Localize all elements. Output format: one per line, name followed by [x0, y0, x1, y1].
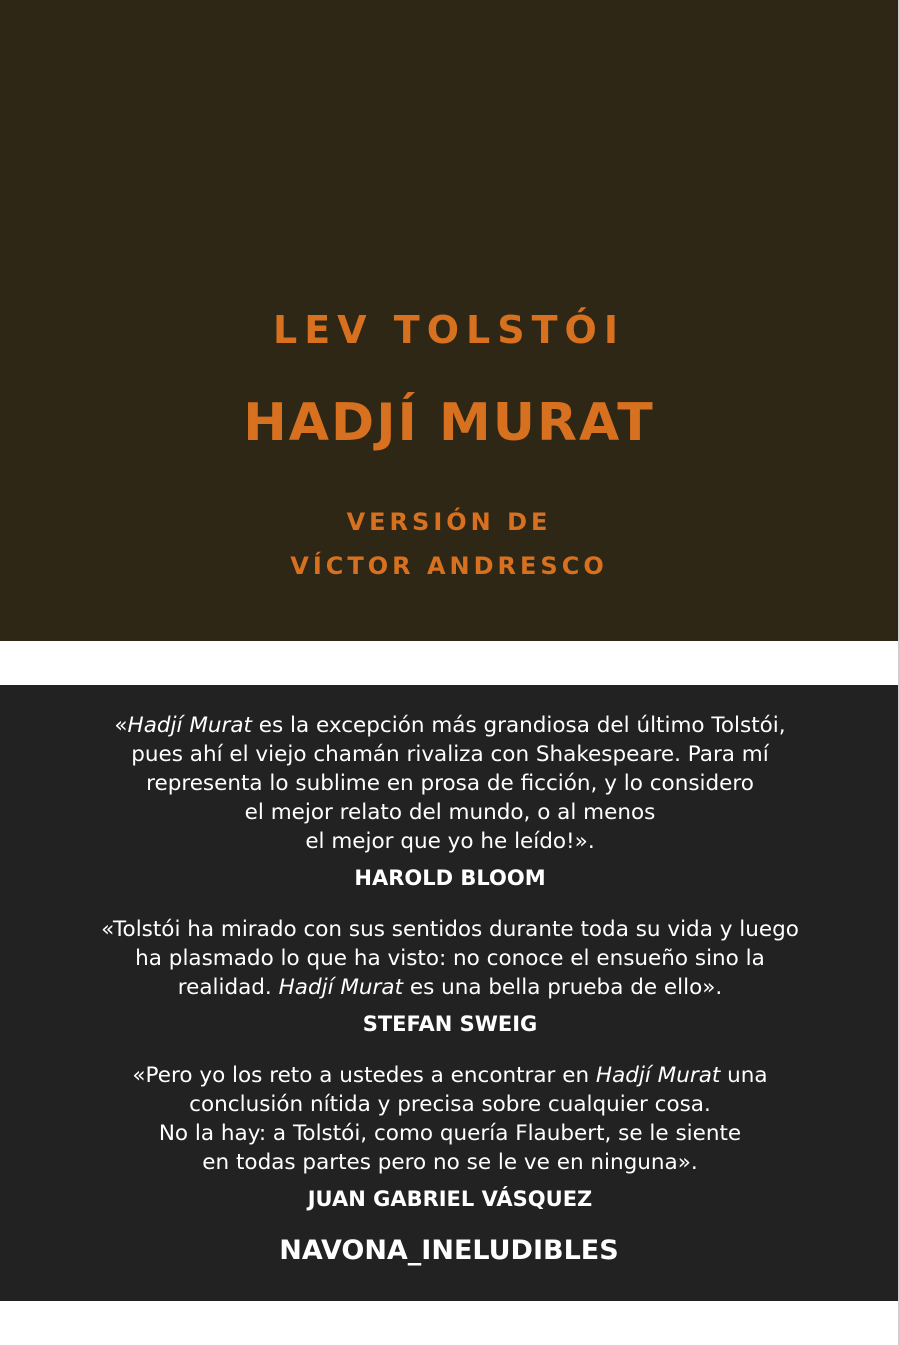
- blurb-text: [60, 1061, 840, 1177]
- blurb-author: STEFAN SWEIG: [362, 1012, 538, 1036]
- blurb-line: «Tolstói ha mirado con sus sentidos durante toda su vida y luego: [101, 917, 799, 942]
- blurb-line: «Hadjí Murat es la excepción más grandiosa del último Tolstói,: [114, 713, 786, 738]
- book-title: HADJÍ MURAT: [243, 393, 655, 453]
- blurb-author: HAROLD BLOOM: [354, 866, 546, 890]
- version-line-1: VERSIÓN DE: [346, 508, 552, 536]
- blurb-line: representa lo sublime en prosa de ficción, y lo considero: [146, 771, 754, 796]
- blurb-line: el mejor que yo he leído!».: [305, 829, 595, 854]
- version-line-2: VÍCTOR ANDRESCO: [290, 552, 608, 580]
- blurb-line: ha plasmado lo que ha visto: no conoce el ensueño sino la: [135, 946, 765, 971]
- blurb-line: «Pero yo los reto a ustedes a encontrar en Hadjí Murat una: [132, 1063, 768, 1088]
- blurb-line: realidad. Hadjí Murat es una bella prueba de ello».: [177, 975, 723, 1000]
- blurb-line: el mejor relato del mundo, o al menos: [244, 800, 656, 825]
- collection-name: NAVONA_INELUDIBLES: [279, 1235, 619, 1266]
- blurb-line: No la hay: a Tolstói, como quería Flaubert, se le siente: [158, 1121, 742, 1146]
- blurb-1: [60, 711, 840, 892]
- blurb-line: en todas partes pero no se le ve en ninguna».: [202, 1150, 698, 1175]
- front-cover: [0, 0, 898, 641]
- author-name: LEV TOLSTÓI: [273, 308, 625, 352]
- translator-credit: [0, 500, 898, 588]
- blurb-author: JUAN GABRIEL VÁSQUEZ: [307, 1187, 593, 1211]
- blurb-2: [60, 915, 840, 1038]
- blurb-text: [60, 915, 840, 1002]
- blurb-line: pues ahí el viejo chamán rivaliza con Shakespeare. Para mí: [131, 742, 769, 767]
- blurb-line: conclusión nítida y precisa sobre cualquier cosa.: [189, 1092, 711, 1117]
- back-blurbs: [0, 685, 898, 1301]
- blurb-3: [60, 1061, 840, 1213]
- blurb-text: [60, 711, 840, 856]
